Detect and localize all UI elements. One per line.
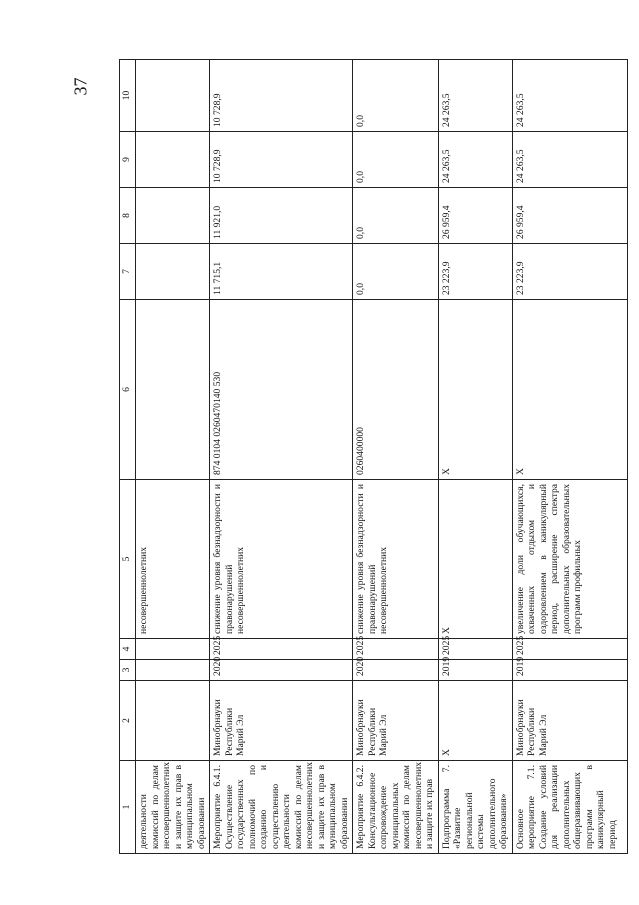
table-row bbox=[136, 60, 210, 854]
row-description: Основное мероприятие 7.1. Создание условий для реализации дополнительных общеразвивающих программ в каникулярный период bbox=[512, 761, 627, 854]
row-code: 874 0104 0260470140 530 bbox=[210, 300, 353, 480]
row-end-year bbox=[136, 639, 210, 660]
row-code bbox=[136, 300, 210, 480]
row-description: Мероприятие 6.4.2. Консультационное сопровождение муниципальных комиссий по делам несовершеннолетних и защите их прав bbox=[353, 761, 439, 854]
page-number: 37 bbox=[70, 77, 91, 96]
row-value-7: 0,0 bbox=[353, 244, 439, 300]
row-responsible: Минобрнауки Республики Марий Эл bbox=[512, 681, 627, 761]
row-value-10: 24 263,5 bbox=[512, 60, 627, 132]
row-description: деятельности комиссий по делам несовершеннолетних и защите их прав в муниципальном образовании bbox=[136, 761, 210, 854]
column-header: 10 bbox=[120, 60, 136, 132]
row-start-year: 2019 bbox=[512, 660, 627, 681]
row-value-9 bbox=[136, 132, 210, 188]
row-end-year: 2025 bbox=[353, 639, 439, 660]
rotated-table-container bbox=[119, 60, 618, 854]
row-code: 0260400000 bbox=[353, 300, 439, 480]
table-row bbox=[512, 60, 627, 854]
row-result: несовершеннолетних bbox=[136, 480, 210, 639]
row-value-9: 24 263,5 bbox=[512, 132, 627, 188]
row-end-year: 2025 bbox=[512, 639, 627, 660]
row-value-7: 23 223,9 bbox=[512, 244, 627, 300]
row-end-year: 2025 bbox=[438, 639, 512, 660]
column-header: 5 bbox=[120, 480, 136, 639]
row-code: Х bbox=[512, 300, 627, 480]
row-start-year: 2020 bbox=[353, 660, 439, 681]
row-description: Подпрограмма 7. «Развитие региональной системы дополнительного образования» bbox=[438, 761, 512, 854]
column-header: 4 bbox=[120, 639, 136, 660]
row-result: снижение уровня безнадзорности и правонарушений несовершеннолетних bbox=[353, 480, 439, 639]
row-value-9: 0,0 bbox=[353, 132, 439, 188]
row-end-year: 2025 bbox=[210, 639, 353, 660]
row-responsible: Х bbox=[438, 681, 512, 761]
row-result: увеличение доли обучающихся, охваченных отдыхом и оздоровлением в каникулярный период, расширение спектра дополнительных образовательных программ профильных bbox=[512, 480, 627, 639]
row-description: Мероприятие 6.4.1. Осуществление государственных полномочий по созданию и осуществлению деятельности комиссий по делам несовершеннолетних и защите их прав в муниципальном образовании bbox=[210, 761, 353, 854]
column-header: 7 bbox=[120, 244, 136, 300]
row-value-9: 10 728,9 bbox=[210, 132, 353, 188]
row-responsible: Минобрнауки Республики Марий Эл bbox=[210, 681, 353, 761]
column-header: 2 bbox=[120, 681, 136, 761]
budget-table bbox=[119, 59, 628, 854]
column-header: 6 bbox=[120, 300, 136, 480]
row-value-7 bbox=[136, 244, 210, 300]
row-value-9: 24 263,5 bbox=[438, 132, 512, 188]
row-responsible bbox=[136, 681, 210, 761]
row-start-year: 2020 bbox=[210, 660, 353, 681]
row-value-8: 11 921,0 bbox=[210, 188, 353, 244]
table-row bbox=[210, 60, 353, 854]
row-value-8: 26 959,4 bbox=[438, 188, 512, 244]
column-header: 3 bbox=[120, 660, 136, 681]
row-result: снижение уровня безнадзорности и правонарушений несовершеннолетних bbox=[210, 480, 353, 639]
row-value-7: 23 223,9 bbox=[438, 244, 512, 300]
row-start-year bbox=[136, 660, 210, 681]
row-value-7: 11 715,1 bbox=[210, 244, 353, 300]
row-value-10: 10 728,9 bbox=[210, 60, 353, 132]
row-code: Х bbox=[438, 300, 512, 480]
table-row bbox=[353, 60, 439, 854]
column-header: 1 bbox=[120, 761, 136, 854]
row-start-year: 2019 bbox=[438, 660, 512, 681]
header-row bbox=[120, 60, 136, 854]
row-value-8: 0,0 bbox=[353, 188, 439, 244]
column-header: 9 bbox=[120, 132, 136, 188]
table-row bbox=[438, 60, 512, 854]
row-value-10 bbox=[136, 60, 210, 132]
row-value-8: 26 959,4 bbox=[512, 188, 627, 244]
row-value-8 bbox=[136, 188, 210, 244]
row-value-10: 24 263,5 bbox=[438, 60, 512, 132]
row-result: Х bbox=[438, 480, 512, 639]
row-value-10: 0,0 bbox=[353, 60, 439, 132]
column-header: 8 bbox=[120, 188, 136, 244]
row-responsible: Минобрнауки Республики Марий Эл bbox=[353, 681, 439, 761]
